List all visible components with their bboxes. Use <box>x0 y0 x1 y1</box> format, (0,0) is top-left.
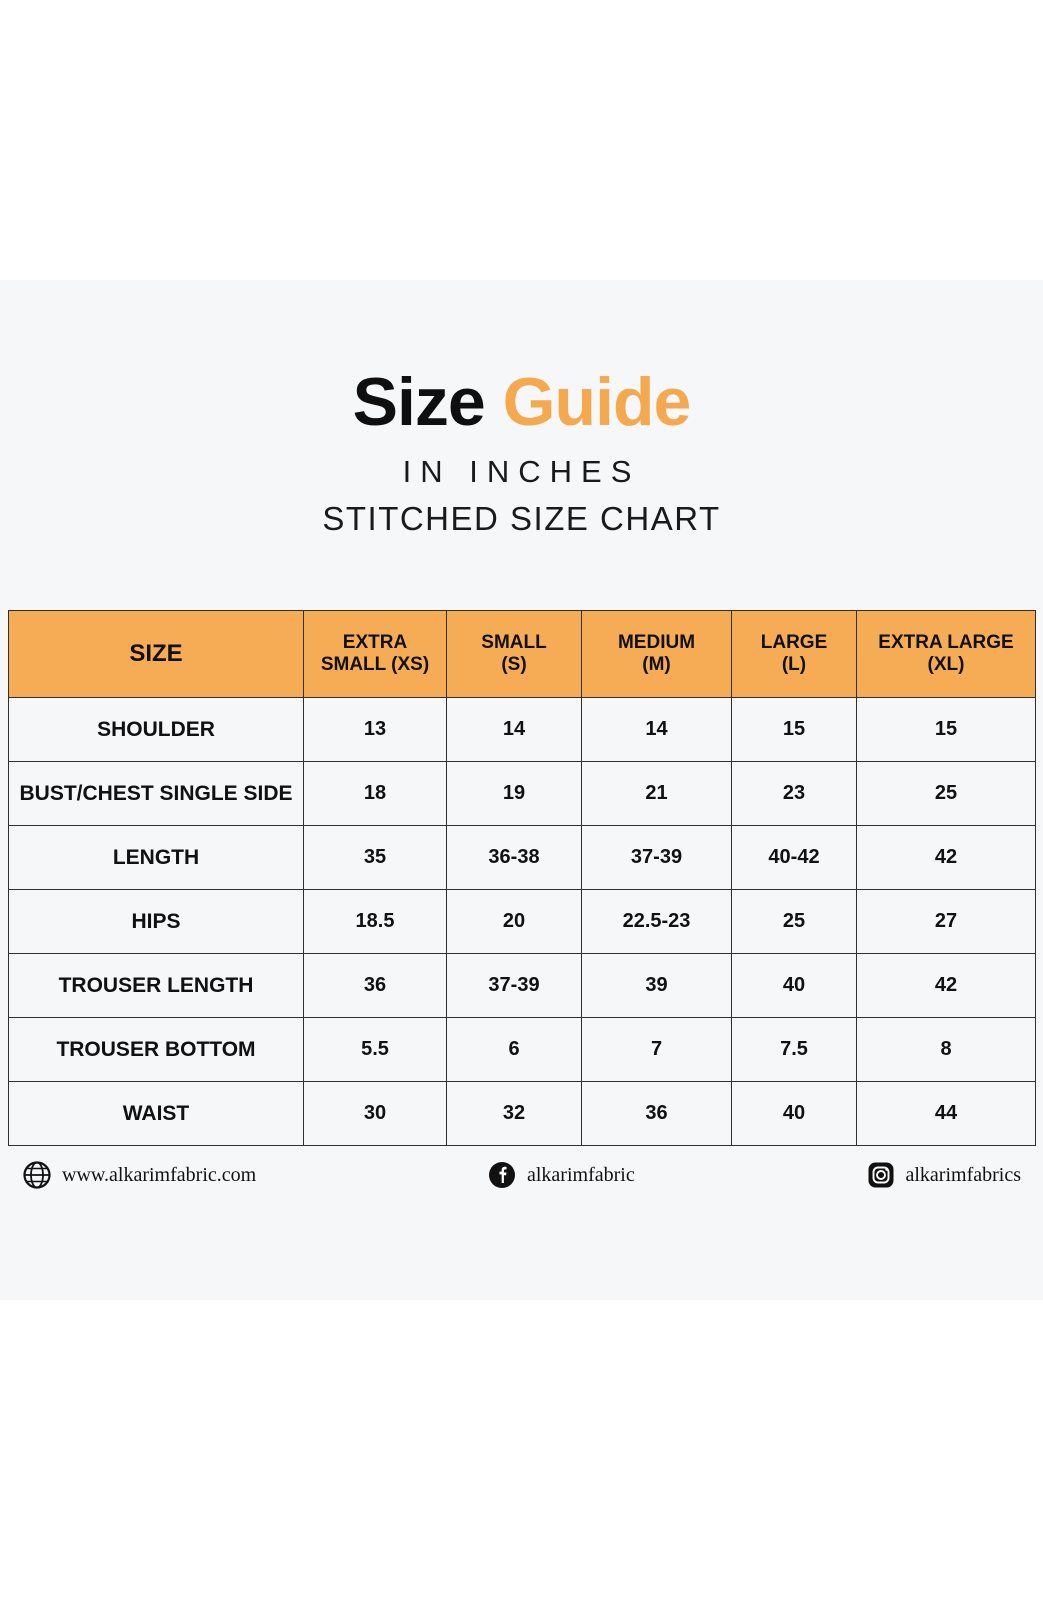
column-header-xl-line1: EXTRA LARGE <box>878 632 1014 654</box>
column-header-l <box>732 611 857 698</box>
column-header-size-label: SIZE <box>129 640 183 668</box>
footer-facebook[interactable] <box>487 1160 635 1190</box>
cell-s: 19 <box>447 762 582 826</box>
cell-m: 7 <box>582 1018 732 1082</box>
column-header-size <box>9 611 304 698</box>
row-label: TROUSER LENGTH <box>9 954 304 1018</box>
column-header-m <box>582 611 732 698</box>
cell-l: 15 <box>732 698 857 762</box>
column-header-l-line1: LARGE <box>760 632 828 654</box>
cell-xs: 5.5 <box>304 1018 447 1082</box>
cell-l: 7.5 <box>732 1018 857 1082</box>
column-header-m-line1: MEDIUM <box>617 632 696 654</box>
column-header-xs <box>304 611 447 698</box>
table-header-row <box>9 611 1036 698</box>
cell-xs: 35 <box>304 826 447 890</box>
cell-s: 36-38 <box>447 826 582 890</box>
cell-s: 32 <box>447 1082 582 1146</box>
facebook-icon <box>487 1160 517 1190</box>
title-block <box>0 280 1043 538</box>
footer-facebook-label: alkarimfabric <box>526 1163 635 1186</box>
column-header-s-line1: SMALL <box>481 632 547 654</box>
cell-m: 37-39 <box>582 826 732 890</box>
column-header-xl-line2: (XL) <box>927 654 965 675</box>
cell-s: 6 <box>447 1018 582 1082</box>
column-header-s-line2: (S) <box>501 654 527 675</box>
cell-m: 22.5-23 <box>582 890 732 954</box>
cell-m: 21 <box>582 762 732 826</box>
cell-xs: 18 <box>304 762 447 826</box>
table-row <box>9 826 1036 890</box>
footer-instagram-label: alkarimfabrics <box>905 1163 1021 1186</box>
cell-xs: 18.5 <box>304 890 447 954</box>
cell-m: 14 <box>582 698 732 762</box>
cell-s: 14 <box>447 698 582 762</box>
row-label: HIPS <box>9 890 304 954</box>
cell-xl: 42 <box>857 954 1036 1018</box>
cell-xs: 36 <box>304 954 447 1018</box>
column-header-xs-line1: EXTRA <box>342 632 408 654</box>
table-row <box>9 698 1036 762</box>
size-guide-card <box>0 280 1043 1300</box>
cell-xs: 30 <box>304 1082 447 1146</box>
footer-website[interactable] <box>22 1160 256 1190</box>
cell-l: 40 <box>732 1082 857 1146</box>
footer <box>8 1160 1035 1190</box>
cell-xl: 25 <box>857 762 1036 826</box>
column-header-xs-line2: SMALL (XS) <box>320 654 430 675</box>
globe-icon <box>22 1160 52 1190</box>
page-subtitle: IN INCHES <box>402 454 641 489</box>
cell-m: 39 <box>582 954 732 1018</box>
column-header-m-line2: (M) <box>642 654 671 675</box>
column-header-s <box>447 611 582 698</box>
table-header <box>9 611 1036 698</box>
cell-xl: 44 <box>857 1082 1036 1146</box>
instagram-icon <box>866 1160 896 1190</box>
row-label: WAIST <box>9 1082 304 1146</box>
cell-xl: 8 <box>857 1018 1036 1082</box>
row-label: SHOULDER <box>9 698 304 762</box>
table-row <box>9 954 1036 1018</box>
cell-xl: 27 <box>857 890 1036 954</box>
cell-s: 37-39 <box>447 954 582 1018</box>
table-row <box>9 1018 1036 1082</box>
footer-website-label: www.alkarimfabric.com <box>62 1163 257 1186</box>
page-title-part2: Guide <box>502 364 691 440</box>
cell-xl: 15 <box>857 698 1036 762</box>
row-label: LENGTH <box>9 826 304 890</box>
cell-l: 25 <box>732 890 857 954</box>
row-label: BUST/CHEST SINGLE SIDE <box>9 762 304 826</box>
cell-l: 23 <box>732 762 857 826</box>
page-title <box>0 364 1043 440</box>
column-header-xl <box>857 611 1036 698</box>
page-subtitle-secondary: STITCHED SIZE CHART <box>322 500 721 537</box>
page-title-part1: Size <box>352 364 503 440</box>
cell-l: 40-42 <box>732 826 857 890</box>
size-chart-table <box>8 610 1036 1146</box>
cell-m: 36 <box>582 1082 732 1146</box>
row-label: TROUSER BOTTOM <box>9 1018 304 1082</box>
table-row <box>9 890 1036 954</box>
cell-l: 40 <box>732 954 857 1018</box>
footer-instagram[interactable] <box>866 1160 1022 1190</box>
column-header-l-line2: (L) <box>781 654 807 675</box>
table-row <box>9 762 1036 826</box>
cell-xl: 42 <box>857 826 1036 890</box>
table-body <box>9 698 1036 1146</box>
table-row <box>9 1082 1036 1146</box>
cell-s: 20 <box>447 890 582 954</box>
cell-xs: 13 <box>304 698 447 762</box>
